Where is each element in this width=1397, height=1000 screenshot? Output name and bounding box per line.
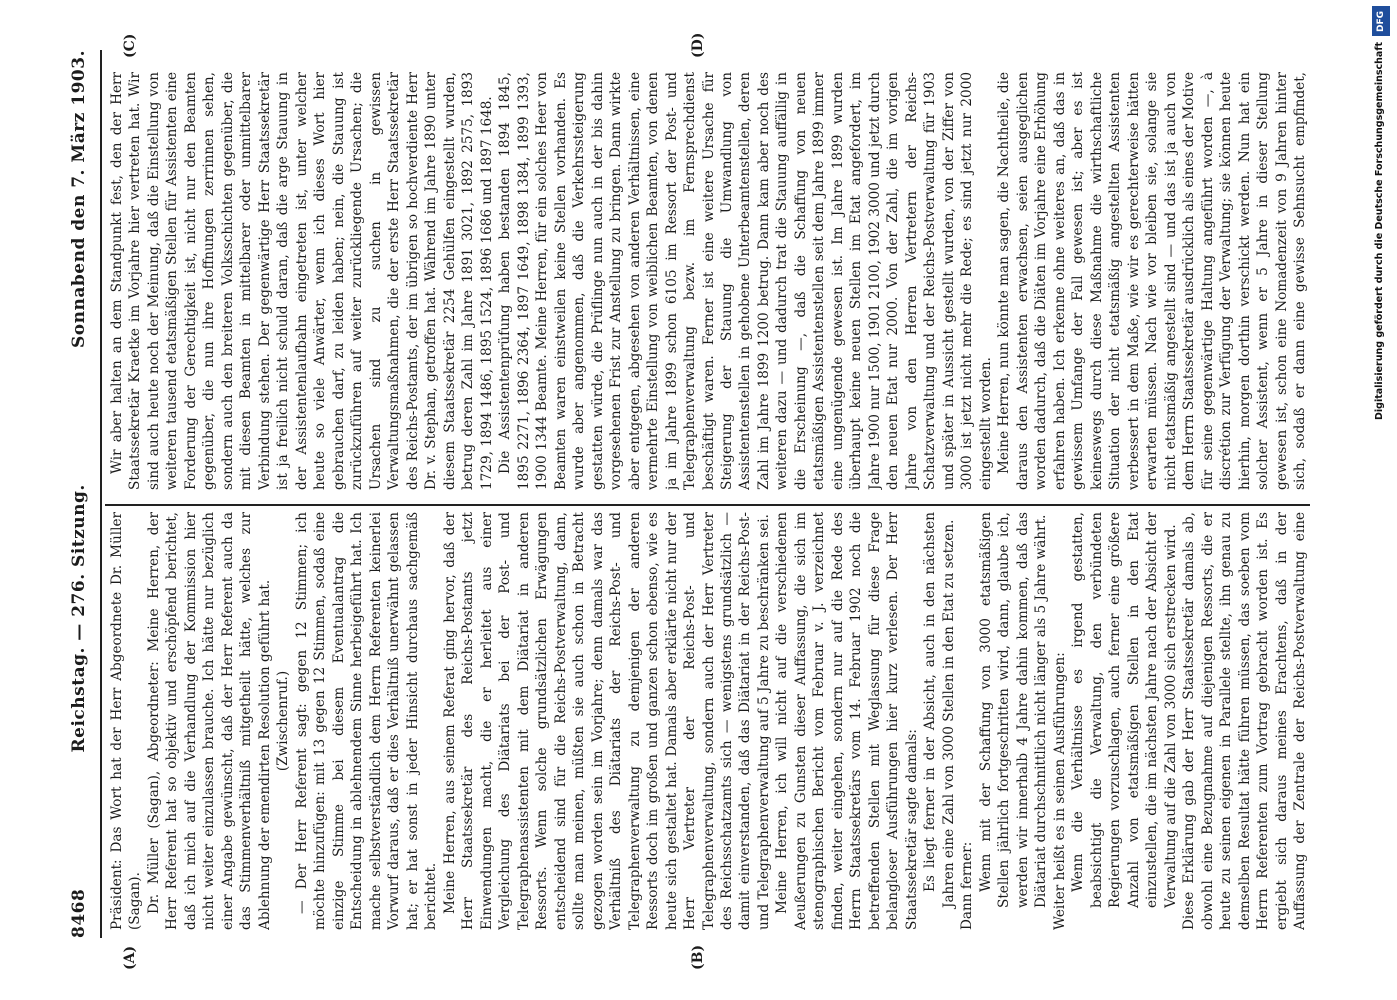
paragraph: Meine Herren, nun könnte man sagen, die Nachtheile, die daraus den Assistenten erwachsen, seien ausgeglichen worden dadurch, daß die Diäten im Vorjahre eine Erhöhung erfahren haben. Ich erkenne ohne weiteres an, daß das in gewissem Umfange der Fall gewesen ist; aber es ist keineswegs durch diese Maßnahme die wirthschaftliche Situation der nicht etatsmäßig angestellten Assistenten verbessert in dem Maße, wie wir es gerechterweise hätten erwarten müssen. Nach wie vor bleiben sie, solange sie nicht etatsmäßig angestellt sind — und das ist ja auch von dem Herrn Staatssekretär ausdrücklich als eines der Motive für seine gegenwärtige Haltung angeführt worden —, à discrétion zur Verfügung der Verwaltung; sie können heute hierhin, morgen dorthin verschickt werden. Nun hat ein solcher Assistent, wenn er 5 Jahre in dieser Stellung gewesen ist, schon eine Nomadenzeit von 9 Jahren hinter sich, sodaß er dann eine gewisse Sehnsucht empfindet,	[996, 72, 1308, 490]
paragraph: Meine Herren, aus seinem Referat ging hervor, daß der Herr Staatssekretär des Reichs-Postamts jetzt Einwendungen macht, die er herleitet aus einer Vergleichung des Diätariats bei der Post- und Telegraphenassistenten mit dem Diätariat in anderen Ressorts. Wenn solche grundsätzlichen Erwägungen entscheidend sind für die Reichs-Postverwaltung, dann, sollte man meinen, müßten sie auch schon in Betracht gezogen worden sein im Vorjahre; denn damals war das Verhältniß des Diätariats der Reichs-Post- und Telegraphenverwaltung zu demjenigen der anderen Ressorts doch im großen und ganzen schon ebenso, wie es heute sich gestaltet hat. Damals aber erklärte nicht nur der Herr Vertreter der Reichs-Post- und Telegraphenverwaltung, sondern auch der Herr Vertreter des Reichsschatzamts sich — wenigstens grundsätzlich — damit einverstanden, daß das Diätariat in der Reichs-Post- und Telegraphenverwaltung auf 5 Jahre zu beschränken sei.	[441, 512, 772, 930]
quotation: Es liegt ferner in der Absicht, auch in den nächsten Jahren eine Zahl von 3000 Stellen in den Etat zu setzen.	[922, 512, 957, 908]
paragraph: Dann ferner:	[959, 841, 976, 930]
left-text-column	[108, 512, 1308, 930]
column-divider	[105, 504, 1310, 506]
marker-a: (A)	[122, 945, 138, 970]
paragraph: Wir aber halten an dem Standpunkt fest, den der Herr Staatssekretär Kraetke im Vorjahre hier vertreten hat. Wir sind auch heute noch der Meinung, daß die Einstellung von weiteren tausend etatsmäßigen Stellen für Assistenten eine Forderung der Gerechtigkeit ist, nicht nur den Beamten gegenüber, die nun ihre Hoffnungen zerrinnen sehen, sondern auch den breiteren Volksschichten gegenüber, die mit diesen Beamten in mittelbarer oder unmittelbarer Verbindung stehen. Der gegenwärtige Herr Staatssekretär ist ja freilich nicht schuld daran, daß die arge Stauung in der Assistentenlaufbahn eingetreten ist, unter welcher heute so viele Anwärter, wenn ich dieses Wort hier gebrauchen darf, zu leiden haben; nein, die Stauung ist zurückzuführen auf weiter zurückliegende Ursachen; die Ursachen sind zu suchen in gewissen Verwaltungsmaßnahmen, die der erste Herr Staatssekretär des Reichs-Postamts, der im übrigen so hochverdiente Herr Dr. v. Stephan, getroffen hat. Während im Jahre 1890 unter diesem Staatssekretär 2254 Gehülfen eingestellt wurden, betrug deren Zahl im Jahre 1891 3021, 1892 2575, 1893 1729, 1894 1486, 1895 1524, 1896 1686 und 1897 1648.	[109, 72, 495, 490]
dfg-credit-strip	[1368, 0, 1397, 1000]
page-header	[64, 50, 94, 938]
session-title: Reichstag. — 276. Sitzung.	[69, 484, 89, 753]
session-date: Sonnabend den 7. März 1903.	[69, 50, 89, 348]
paragraph: Diese Erklärung gab der Herr Staatssekretär damals ab, obwohl eine Bezugnahme auf diejenigen Ressorts, die er heute zu seinen eigenen in Parallele stellte, ihn genau zu demselben Resultat hätte führen müssen, das soeben vom Herrn Referenten zum Vortrag gebracht worden ist. Es ergiebt sich daraus meines Erachtens, daß in der Auffassung der Zentrale der Reichs-Postverwaltung eine	[1181, 512, 1308, 930]
dfg-caption: Digitalisierung gefördert durch die Deutsche Forschungsgemeinschaft	[1374, 42, 1385, 420]
quotation: Wenn mit der Schaffung von 3000 etatsmäßigen Stellen jährlich fortgeschritten wird, dann, glaube ich, werden wir innerhalb 4 Jahre dahin kommen, daß das Diätariat durchschnittlich nicht länger als 5 Jahre währt.	[977, 512, 1050, 908]
paragraph: Weiter heißt es in seinen Ausführungen:	[1051, 652, 1068, 930]
quotation: Wenn die Verhältnisse es irgend gestatten, beabsichtigt die Verwaltung, den verbündeten Regierungen vorzuschlagen, auch ferner eine größere Anzahl von etatsmäßigen Stellen in den Etat einzustellen, die im nächsten Jahre nach der Absicht der Verwaltung auf die Zahl von 3000 sich erstrecken wird.	[1070, 512, 1179, 908]
marker-b: (B)	[690, 944, 706, 970]
paragraph: Präsident: Das Wort hat der Herr Abgeordnete Dr. Müller (Sagan).	[109, 512, 144, 930]
header-rule	[100, 50, 102, 938]
paragraph: Dr. Müller (Sagan), Abgeordneter: Meine Herren, der Herr Referent hat so objektiv und erschöpfend berichtet, daß ich mich auf die Verhandlung der Kommission hier nicht weiter einzulassen brauche. Ich hätte nur bezüglich einer Angabe gewünscht, daß der Herr Referent auch da das Stimmenverhältniß mitgetheilt hätte, welches zur Ablehnung der emendirten Resolution geführt hat.	[145, 512, 273, 930]
marker-d: (D)	[690, 32, 706, 58]
right-text-column	[108, 72, 1308, 490]
marker-c: (C)	[122, 33, 138, 58]
paragraph: — Der Herr Referent sagt: gegen 12 Stimmen; ich möchte hinzufügen: mit 13 gegen 12 Stimmen, sodaß eine einzige Stimme bei diesem Eventualantrag die Entscheidung in ablehnendem Sinne herbeigeführt hat. Ich mache selbstverständlich dem Herrn Referenten keinerlei Vorwurf daraus, daß er dies Verhältniß unerwähnt gelassen hat; er hat sonst in jeder Hinsicht durchaus sachgemäß berichtet.	[293, 512, 440, 930]
paragraph: (Zwischenruf.)	[275, 670, 292, 772]
paragraph: Die Assistentenprüfung haben bestanden 1894 1845, 1895 2271, 1896 2364, 1897 1649, 1898 1384, 1899 1393, 1900 1344 Beamte. Meine Herren, für ein solches Heer von Beamten waren einstweilen keine Stellen vorhanden. Es wurde aber angenommen, daß die Verkehrssteigerung gestatten würde, die Prüflinge nun auch in der bis dahin vorgesehenen Frist zur Anstellung zu bringen. Dann wirkte aber entgegen, abgesehen von anderen Verhältnissen, eine vermehrte Einstellung von weiblichen Beamten, von denen ja im Jahre 1899 schon 6105 im Ressort der Post- und Telegraphenverwaltung bezw. im Fernsprechdienst beschäftigt waren. Ferner ist eine weitere Ursache für Steigerung der Stauung die Umwandlung von Assistentenstellen in gehobene Unterbeamtenstellen, deren Zahl im Jahre 1899 1200 betrug. Dann kam aber noch des weiteren dazu — und dadurch trat die Stauung auffällig in die Erscheinung —, daß die Schaffung von neuen etatsmäßigen Assistentenstellen seit dem Jahre 1899 immer eine ungenügende gewesen ist. Im Jahre 1899 wurden überhaupt keine neuen Stellen im Etat angefordert, im Jahre 1900 nur 1500, 1901 2100, 1902 3000 und jetzt durch den neuen Etat nur 2000. Von der Zahl, die im vorigen Jahre von den Herren Vertretern der Reichs-Schatzverwaltung und der Reichs-Postverwaltung für 1903 und später in Aussicht gestellt wurden, von der Ziffer von 3000 ist jetzt nicht mehr die Rede; es sind jetzt nur 2000 eingestellt worden.	[497, 72, 994, 490]
dfg-logo: DFG	[1372, 6, 1390, 36]
page-number: 8468	[69, 888, 89, 938]
paragraph: Meine Herren, ich will nicht auf die verschiedenen Aeußerungen zu Gunsten dieser Auffassung, die sich im stenographischen Bericht vom Februar v. J. verzeichnet finden, weiter eingehen, sondern nur auf die Rede des Herrn Staatssekretärs vom 14. Februar 1902 noch die betreffenden Stellen mit Weglassung für diese Frage belangloser Ausführungen hier kurz verlesen. Der Herr Staatssekretär sagte damals:	[774, 512, 920, 930]
